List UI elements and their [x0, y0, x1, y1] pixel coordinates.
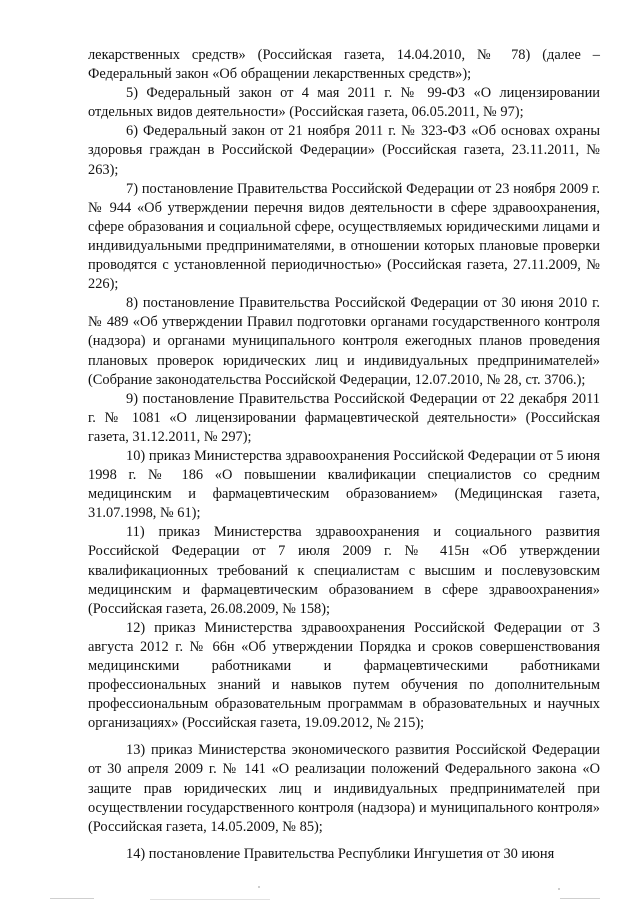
scan-artifact-dot [558, 888, 560, 890]
paragraph-item-7: 7) постановление Правительства Российской Федерации от 23 ноября 2009 г. № 944 «Об утверждении перечня видов деятельности в сфере здравоохранения, сфере образования и социальной сфере, осуществляемых юридическими лицами и индивидуальными предпринимателями, в отношении которых плановые проверки проводятся с установленной периодичностью» (Российская газета, 27.11.2009, № 226); [88, 180, 600, 293]
paragraph-item-9: 9) постановление Правительства Российской Федерации от 22 декабря 2011 г. № 1081 «О лицензировании фармацевтической деятельности» (Российская газета, 31.12.2011, № 297); [88, 390, 600, 445]
paragraph-item-5: 5) Федеральный закон от 4 мая 2011 г. № 99-ФЗ «О лицензировании отдельных видов деятельности» (Российская газета, 06.05.2011, № 97); [88, 85, 600, 121]
paragraph-item-6: 6) Федеральный закон от 21 ноября 2011 г. № 323-ФЗ «Об основах охраны здоровья граждан в Российской Федерации» (Российская газета, 23.11.2011, № 263); [88, 123, 600, 178]
paragraph-continuation: лекарственных средств» (Российская газета, 14.04.2010, № 78) (далее – Федеральный закон «Об обращении лекарственных средств»); [88, 47, 600, 83]
paragraph-item-13: 13) приказ Министерства экономического развития Российской Федерации от 30 апреля 2009 г. № 141 «О реализации положений Федерального закона «О защите прав юридических лиц и индивидуальных предпринимателей при осуществлении государственного контроля (надзора) и муниципального контроля» (Российская газета, 14.05.2009, № 85); [88, 742, 600, 835]
paragraph-item-11: 11) приказ Министерства здравоохранения и социального развития Российской Федерации от 7 июля 2009 г. № 415н «Об утверждении квалификационных требований к специалистам с высшим и послевузовским медицинским и фармацевтическим образованием в сфере здравоохранения» (Российская газета, 26.08.2009, № 158); [88, 524, 600, 617]
scan-artifact-line-right [560, 898, 600, 899]
paragraph-item-10: 10) приказ Министерства здравоохранения Российской Федерации от 5 июня 1998 г. № 186 «О повышении квалификации специалистов со средним медицинским и фармацевтическим образованием» (Медицинская газета, 31.07.1998, № 61); [88, 447, 600, 522]
scan-artifact-line-mid [150, 899, 270, 900]
scan-artifact-dot [258, 886, 260, 888]
paragraph-item-14: 14) постановление Правительства Республики Ингушетия от 30 июня [126, 845, 555, 862]
scan-artifact-line-left [50, 898, 94, 899]
paragraph-item-12: 12) приказ Министерства здравоохранения Российской Федерации от 3 августа 2012 г. № 66н «Об утверждении Порядка и сроков совершенствования медицинскими работниками и фармацевтическими работниками профессиональных знаний и навыков путем обучения по дополнительным профессиональным образовательным программам в образовательных и научных организациях» (Российская газета, 19.09.2012, № 215); [88, 619, 600, 732]
document-body [88, 46, 600, 864]
paragraph-item-8: 8) постановление Правительства Российской Федерации от 30 июня 2010 г. № 489 «Об утверждении Правил подготовки органами государственного контроля (надзора) и органами муниципального контроля ежегодных планов проведения плановых проверок юридических лиц и индивидуальных предпринимателей» (Собрание законодательства Российской Федерации, 12.07.2010, № 28, ст. 3706.); [88, 295, 600, 388]
